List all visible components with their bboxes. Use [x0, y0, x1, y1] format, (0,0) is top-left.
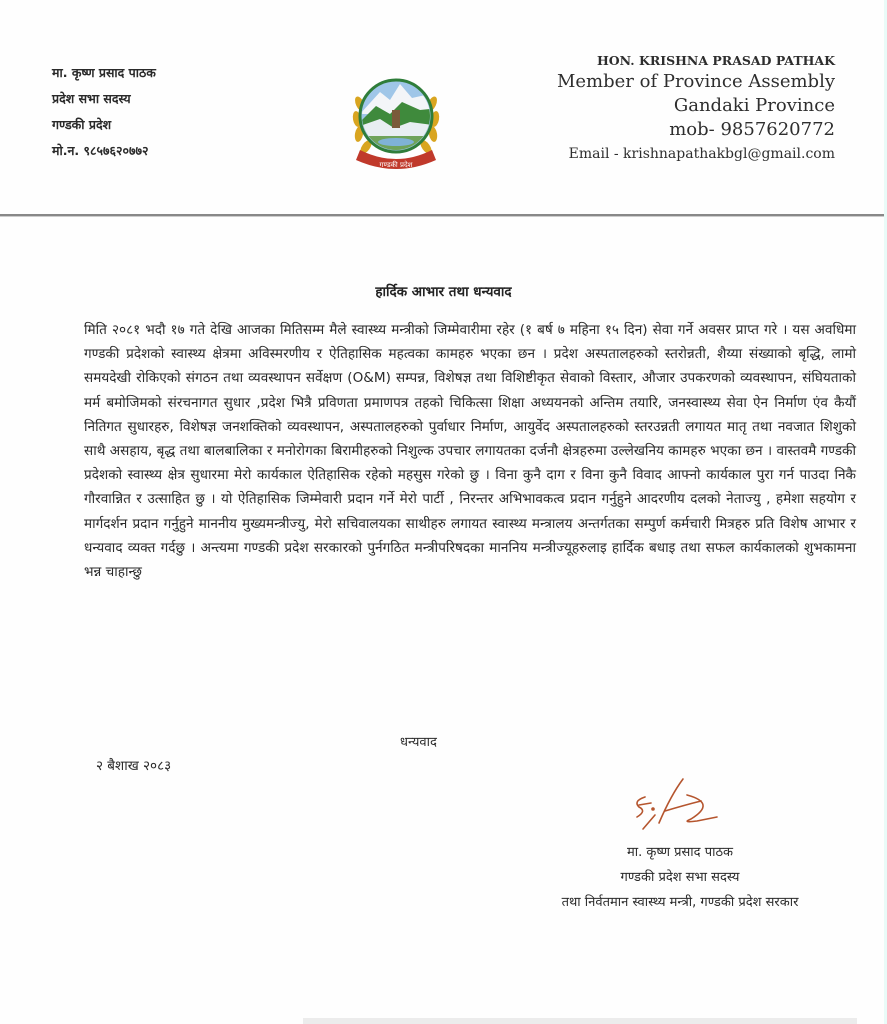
letter-date: २ बैशाख २०८३: [96, 758, 172, 774]
handwritten-signature-icon: [625, 775, 725, 835]
letterhead-nepali: [52, 60, 156, 164]
letterhead-divider: [0, 214, 884, 217]
sender-mobile-english: mob- 9857620772: [669, 119, 835, 140]
signatory-former-role: तथा निर्वतमान स्वास्थ्य मन्त्री, गण्डकी प्रदेश सरकार: [561, 895, 799, 910]
page-bottom-edge: [303, 1018, 857, 1024]
sender-name-nepali: मा. कृष्ण प्रसाद पाठक: [52, 65, 156, 80]
sender-position-english: Member of Province Assembly: [556, 71, 835, 92]
sender-name-english: HON. KRISHNA PRASAD PATHAK: [596, 53, 835, 68]
sender-mobile-nepali: मो.न. ९८५७६२०७७२: [52, 143, 149, 158]
sender-province-nepali: गण्डकी प्रदेश: [52, 117, 112, 132]
sender-position-nepali: प्रदेश सभा सदस्य: [52, 91, 131, 106]
letterhead-english: [557, 52, 835, 166]
gandaki-province-emblem-icon: [350, 64, 442, 176]
signature-block: [520, 840, 840, 915]
letter-closing: धन्यवाद: [400, 735, 437, 750]
letter-body: मिति २०८१ भदौ १७ गते देखि आजका मितिसम्म मैले स्वास्थ्य मन्त्रीको जिम्मेवारीमा रहेर (१ बर्ष ७ महिना १५ दिन) सेवा गर्ने अवसर प्राप्त गरे । यस अवधिमा गण्डकी प्रदेशको स्वास्थ्य क्षेत्रमा अविस्मरणीय र ऐतिहासिक महत्वका कामहरु भएका छन । प्रदेश अस्पतालहरुको स्तरोन्नती, शैय्या संख्याको बृद्धि, लामो समयदेखी रोकिएको संगठन तथा व्यवस्थापन सर्वेक्षण (O&M) सम्पन्न, विशेषज्ञ तथा विशिष्टीकृत सेवाको विस्तार, औजार उपकरणको व्यवस्थापन, संघियताको मर्म बमोजिमको संरचनागत सुधार ,प्रदेश भित्रै प्रविणता प्रमाणपत्र तहको चिकित्सा शिक्षा अध्ययनको अन्तिम तयारि, जनस्वास्थ्य सेवा ऐन निर्माण एंव कैयौं नितिगत सुधारहरु, विशेषज्ञ जनशक्तिको व्यवस्थापन, अस्पतालहरुको पुर्वाधार निर्माण, आयुर्वेद अस्पतालहरुको स्तरउन्नती लगायत मातृ तथा नवजात शिशुको साथै असहाय, बृद्ध तथा बालबालिका र मनोरोगका बिरामीहरुको निशुल्क उपचार लगायतका दर्जनौ क्षेत्रहरुमा उल्लेखनिय कामहरु भएका छन । वास्तवमै गण्डकी प्रदेशको स्वास्थ्य क्षेत्र सुधारमा मेरो कार्यकाल ऐतिहासिक रहेको महसुस गरेको छु । विना कुनै दाग र विना कुनै विवाद आफ्नो कार्यकाल पुरा गर्न पाउदा निकै गौरवान्नित र उत्साहित छु । यो ऐतिहासिक जिम्मेवारी प्रदान गर्ने मेरो पार्टी , निरन्तर अभिभावकत्व प्रदान गर्नुहुने आदरणीय दलको नेताज्यु , हमेशा सहयोग र मार्गदर्शन प्रदान गर्नुहुने माननीय मुख्यमन्त्रीज्यु, मेरो सचिवालयका साथीहरु लगायत स्वास्थ्य मन्त्रालय अन्तर्गतका सम्पुर्ण कर्मचारी मित्रहरु प्रति विशेष आभार र धन्यवाद व्यक्त गर्दछु । अन्त्यमा गण्डकी प्रदेश सरकारको पुर्नगठित मन्त्रीपरिषदका माननिय मन्त्रीज्यूहरुलाइ हार्दिक बधाइ तथा सफल कार्यकालको शुभकामना भन्न चाहान्छु: [84, 322, 856, 581]
emblem-banner-text: गण्डकी प्रदेश: [379, 161, 413, 169]
sender-email: Email - krishnapathakbgl@gmail.com: [568, 146, 835, 162]
signatory-position: गण्डकी प्रदेश सभा सदस्य: [620, 870, 740, 885]
signatory-name: मा. कृष्ण प्रसाद पाठक: [627, 845, 733, 860]
letter-title: हार्दिक आभार तथा धन्यवाद: [375, 284, 512, 300]
sender-province-english: Gandaki Province: [673, 95, 835, 116]
